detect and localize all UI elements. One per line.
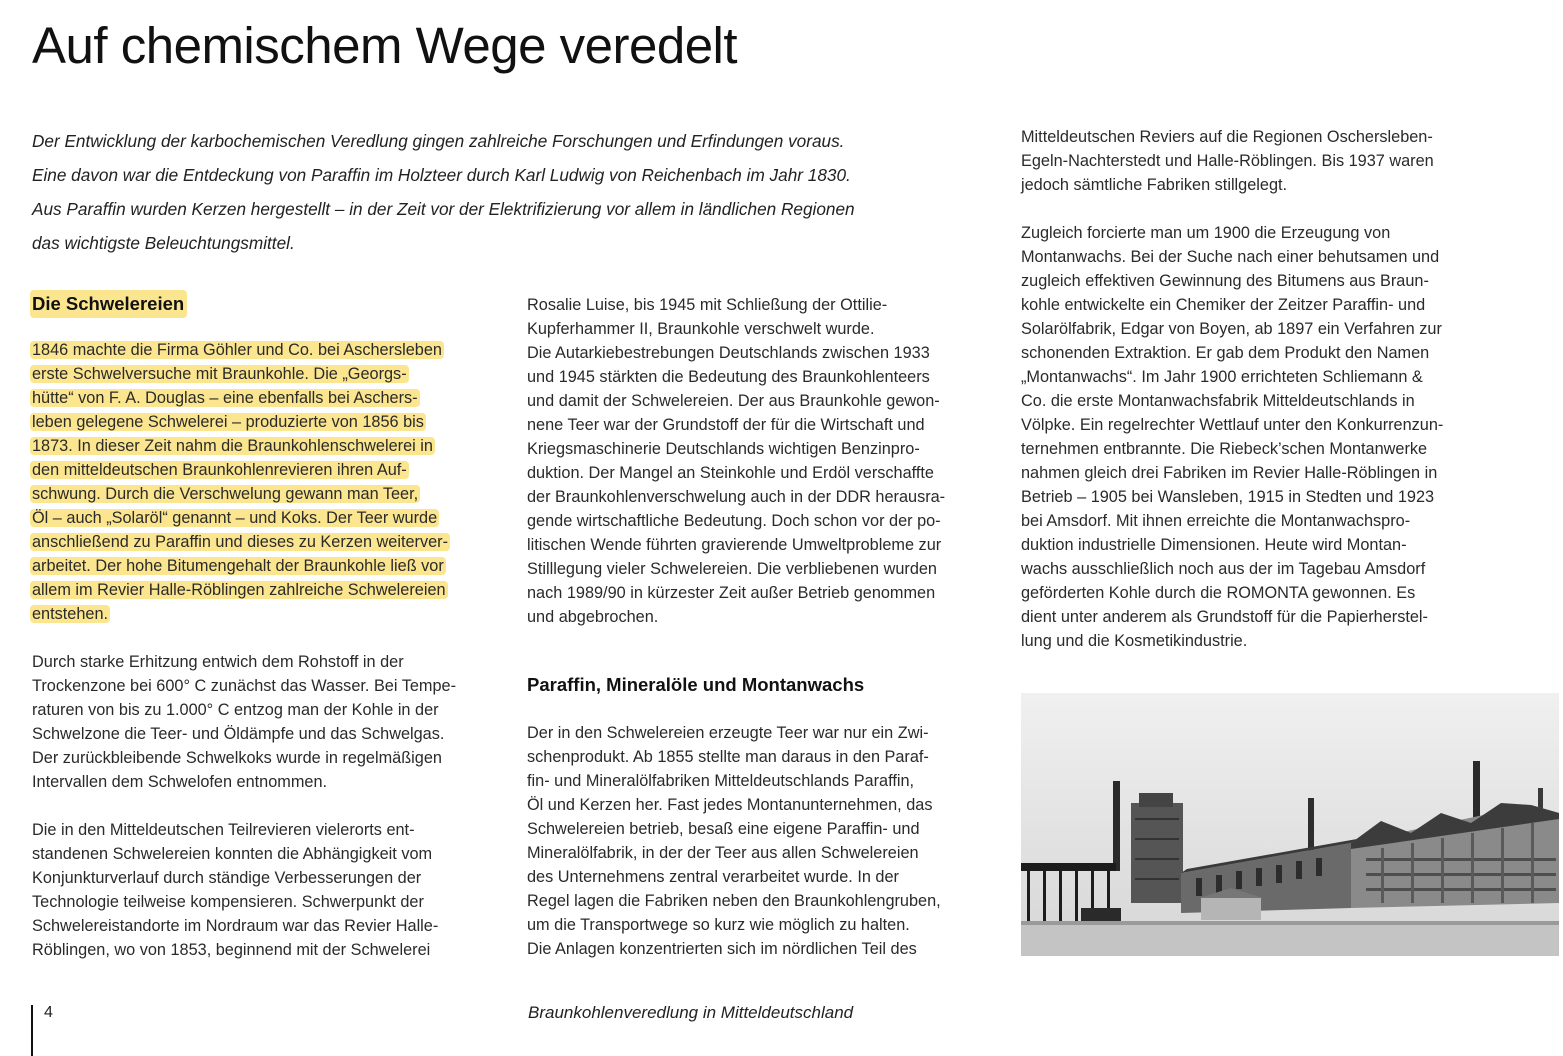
highlighted-line: 1846 machte die Firma Göhler und Co. bei Aschersleben xyxy=(32,341,442,359)
column-middle xyxy=(527,293,1002,961)
text-line: und 1945 stärkten die Bedeutung des Braunkohlenteers xyxy=(527,368,930,386)
text-line: Stilllegung vieler Schwelereien. Die verbliebenen wurden xyxy=(527,560,937,578)
lead-paragraph xyxy=(32,124,992,260)
section-heading-paraffin[interactable]: Paraffin, Mineralöle und Montanwachs xyxy=(527,674,865,695)
text-line: Kriegsmaschinerie Deutschlands wichtigen Benzinpro- xyxy=(527,440,920,458)
text-line: Betrieb – 1905 bei Wansleben, 1915 in Stedten und 1923 xyxy=(1021,488,1435,506)
text-line: Regel lagen die Fabriken neben den Braunkohlengruben, xyxy=(527,892,941,910)
text-line: Die Anlagen konzentrierten sich im nördlichen Teil des xyxy=(527,940,917,958)
text-line: bei Amsdorf. Mit ihnen erreichte die Montanwachspro- xyxy=(1021,512,1411,530)
highlighted-line: entstehen. xyxy=(32,605,109,623)
highlighted-line: anschließend zu Paraffin und dieses zu Kerzen weiterver- xyxy=(32,533,448,551)
text-line: Zugleich forcierte man um 1900 die Erzeugung von xyxy=(1021,224,1391,242)
text-line: Mitteldeutschen Reviers auf die Regionen Oschersleben- xyxy=(1021,128,1433,146)
paragraph xyxy=(1021,125,1501,197)
highlighted-line: den mitteldeutschen Braunkohlenrevieren ihren Auf- xyxy=(32,461,407,479)
highlighted-line: Öl – auch „Solaröl“ genannt – und Koks. Der Teer wurde xyxy=(32,509,438,527)
text-line: schonenden Extraktion. Er gab dem Produkt den Namen xyxy=(1021,344,1430,362)
text-line: und damit der Schwelereien. Der aus Braunkohle gewon- xyxy=(527,392,940,410)
text-line: standenen Schwelereien konnten die Abhängigkeit vom xyxy=(32,845,433,863)
text-line: duktion industrielle Dimensionen. Heute wird Montan- xyxy=(1021,536,1407,554)
factory-photo-icon xyxy=(1021,693,1559,956)
text-line: lung und die Kosmetikindustrie. xyxy=(1021,632,1248,650)
paragraph xyxy=(32,650,502,794)
text-line: Co. die erste Montanwachsfabrik Mitteldeutschlands in xyxy=(1021,392,1415,410)
text-line: „Montanwachs“. Im Jahr 1900 errichteten Schliemann & xyxy=(1021,368,1423,386)
paragraph xyxy=(1021,221,1501,653)
column-left xyxy=(32,290,502,962)
text-line: Der in den Schwelereien erzeugte Teer war nur ein Zwi- xyxy=(527,724,929,742)
lead-line: Der Entwicklung der karbochemischen Veredlung gingen zahlreiche Forschungen und Erfindungen voraus. xyxy=(32,131,845,151)
text-line: Intervallen dem Schwelofen entnommen. xyxy=(32,773,328,791)
text-line: litischen Wende führten gravierende Umweltprobleme zur xyxy=(527,536,942,554)
text-line: raturen von bis zu 1.000° C entzog man der Kohle in der xyxy=(32,701,439,719)
text-line: kohle entwickelte ein Chemiker der Zeitzer Paraffin- und xyxy=(1021,296,1426,314)
text-line: Schwelereien betrieb, besaß eine eigene Paraffin- und xyxy=(527,820,920,838)
text-line: Öl und Kerzen her. Fast jedes Montanunternehmen, das xyxy=(527,796,933,814)
footer-rule xyxy=(31,1005,33,1056)
text-line: schenprodukt. Ab 1855 stellte man daraus in den Paraf- xyxy=(527,748,929,766)
text-line: und abgebrochen. xyxy=(527,608,659,626)
section-heading-schwelereien[interactable]: Die Schwelereien xyxy=(32,290,502,318)
highlighted-line: leben gelegene Schwelerei – produzierte von 1856 bis xyxy=(32,413,424,431)
highlighted-line: allem im Revier Halle-Röblingen zahlreiche Schwelereien xyxy=(32,581,446,599)
paragraph xyxy=(527,293,1002,629)
text-line: Technologie teilweise kompensieren. Schwerpunkt der xyxy=(32,893,424,911)
text-line: Völpke. Ein regelrechter Wettlauf unter den Konkurrenzun- xyxy=(1021,416,1444,434)
text-line: Mineralölfabrik, in der der Teer aus allen Schwelereien xyxy=(527,844,919,862)
text-line: Röblingen, wo von 1853, beginnend mit der Schwelerei xyxy=(32,941,431,959)
highlighted-line: 1873. In dieser Zeit nahm die Braunkohlenschwelerei in xyxy=(32,437,433,455)
text-line: dient unter anderem als Grundstoff für die Papierherstel- xyxy=(1021,608,1428,626)
highlighted-line: erste Schwelversuche mit Braunkohle. Die „Georgs- xyxy=(32,365,407,383)
text-line: Montanwachs. Bei der Suche nach einer behutsamen und xyxy=(1021,248,1440,266)
text-line: duktion. Der Mangel an Steinkohle und Erdöl verschaffte xyxy=(527,464,934,482)
text-line: Schwelereistandorte im Nordraum war das Revier Halle- xyxy=(32,917,439,935)
text-line: um die Transportwege so kurz wie möglich zu halten. xyxy=(527,916,910,934)
text-line: Durch starke Erhitzung entwich dem Rohstoff in der xyxy=(32,653,404,671)
text-line: wachs ausschließlich noch aus der im Tagebau Amsdorf xyxy=(1021,560,1426,578)
text-line: Solarölfabrik, Edgar von Boyen, ab 1897 ein Verfahren zur xyxy=(1021,320,1442,338)
text-line: ternehmen entbrannte. Die Riebeck’schen Montanwerke xyxy=(1021,440,1428,458)
highlighted-line: schwung. Durch die Verschwelung gewann man Teer, xyxy=(32,485,419,503)
text-line: Egeln-Nachterstedt und Halle-Röblingen. Bis 1937 waren xyxy=(1021,152,1434,170)
text-line: zugleich effektiven Gewinnung des Bitumens aus Braun- xyxy=(1021,272,1429,290)
text-line: geförderten Kohle durch die ROMONTA gewonnen. Es xyxy=(1021,584,1416,602)
page-number: 4 xyxy=(44,1004,53,1021)
text-line: nene Teer war der Grundstoff der für die Wirtschaft und xyxy=(527,416,925,434)
text-line: jedoch sämtliche Fabriken stillgelegt. xyxy=(1021,176,1288,194)
text-line: Die in den Mitteldeutschen Teilrevieren vielerorts ent- xyxy=(32,821,415,839)
text-line: Der zurückbleibende Schwelkoks wurde in regelmäßigen xyxy=(32,749,442,767)
footer-title: Braunkohlenveredlung in Mitteldeutschland xyxy=(528,1003,854,1022)
column-right xyxy=(1021,125,1501,653)
text-line: Schwelzone die Teer- und Öldämpfe und das Schwelgas. xyxy=(32,725,445,743)
paragraph xyxy=(32,818,502,962)
text-line: gende wirtschaftliche Bedeutung. Doch schon vor der po- xyxy=(527,512,941,530)
text-line: Die Autarkiebestrebungen Deutschlands zwischen 1933 xyxy=(527,344,930,362)
text-line: der Braunkohlenverschwelung auch in der DDR herausra- xyxy=(527,488,946,506)
lead-line: das wichtigste Beleuchtungsmittel. xyxy=(32,233,295,253)
highlighted-paragraph[interactable] xyxy=(32,338,502,626)
text-line: Rosalie Luise, bis 1945 mit Schließung der Ottilie- xyxy=(527,296,888,314)
text-line: Konjunkturverlauf durch ständige Verbesserungen der xyxy=(32,869,422,887)
lead-line: Aus Paraffin wurden Kerzen hergestellt – in der Zeit vor der Elektrifizierung vor allem in ländlichen Regionen xyxy=(32,199,855,219)
text-line: nahmen gleich drei Fabriken im Revier Halle-Röblingen in xyxy=(1021,464,1438,482)
highlighted-line: arbeitet. Der hohe Bitumengehalt der Braunkohle ließ vor xyxy=(32,557,444,575)
text-line: nach 1989/90 in kürzester Zeit außer Betrieb genommen xyxy=(527,584,936,602)
page-title: Auf chemischem Wege veredelt xyxy=(32,17,738,74)
text-line: des Unternehmens zentral verarbeitet wurde. In der xyxy=(527,868,899,886)
text-line: Kupferhammer II, Braunkohle verschwelt wurde. xyxy=(527,320,875,338)
lead-line: Eine davon war die Entdeckung von Paraffin im Holzteer durch Karl Ludwig von Reichenbach im Jahr 1830. xyxy=(32,165,851,185)
highlighted-line: hütte“ von F. A. Douglas – eine ebenfalls bei Aschers- xyxy=(32,389,418,407)
factory-photo[interactable] xyxy=(1021,693,1559,956)
paragraph xyxy=(527,721,1002,961)
text-line: fin- und Mineralölfabriken Mitteldeutschlands Paraffin, xyxy=(527,772,915,790)
text-line: Trockenzone bei 600° C zunächst das Wasser. Bei Tempe- xyxy=(32,677,457,695)
